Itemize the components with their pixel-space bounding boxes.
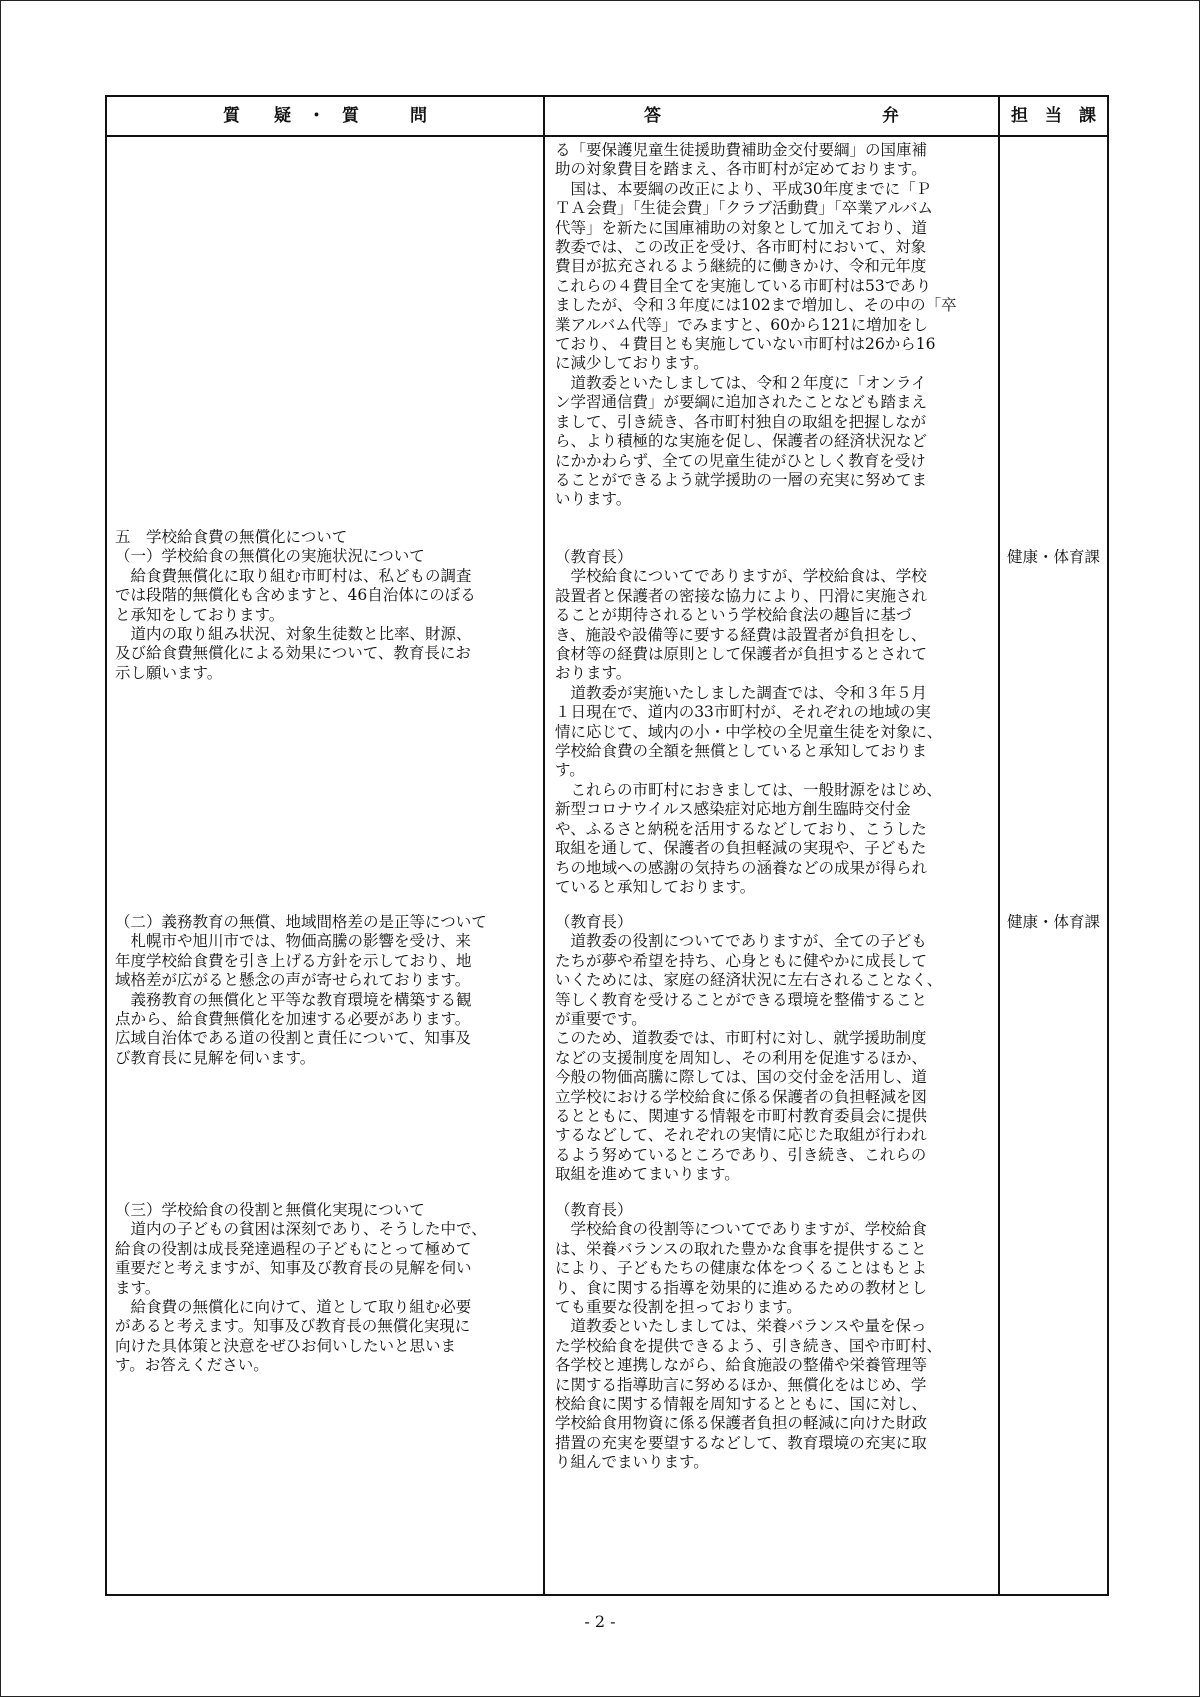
header-answer: 答 弁 [644,106,899,126]
department-row-3: 健康・体育課 [1007,913,1101,931]
question-row-3: （二）義務教育の無償、地域間格差の是正等について 札幌市や旭川市では、物価高騰の影響を受け、来 年度学校給食費を引き上げる方針を示しており、地 域格差が広がると懸念の声が寄せられております。 義務教育の無償化と平等な教育環境を構築する観 点から、給食費無償化を加速する必要があります。 広域自治体である道の役割と責任について、知事及 び教育長に見解を伺います。 [115,913,487,1067]
header-department: 担 当 課 [1011,106,1096,126]
answer-row-3: （教育長） 道教委の役割についてでありますが、全ての子ども たちが夢や希望を持ち、心身ともに健やかに成長して いくためには、家庭の経済状況に左右されることなく、 等しく教育を受けることができる環境を整備すること が重要です。 このため、道教委では、市町村に対し、就学援助制度 などの支援制度を周知し、その利用を促進するほか、 今般の物価高騰に際しては、国の交付金を活用し、道 立学校における学校給食に係る保護者の負担軽減を図 るとともに、関連する情報を市町村教育委員会に提供 するなどして、それぞれの実情に応じた取組が行われ るよう努めているところであり、引き続き、これらの 取組を進めてまいります。 [555,913,943,1184]
qa-table [105,95,1109,1596]
header-divider [107,135,1107,137]
question-row-2: 五 学校給食費の無償化について （一）学校給食の無償化の実施状況について 給食費無償化に取り組む市町村は、私どもの調査 では段階的無償化も含めますと、46自治体にのぼる と承知をしております。 道内の取り組み状況、対象生徒数と比率、財源、 及び給食費無償化による効果について、教育長にお 示し願います。 [115,528,476,682]
answer-row-1: る「要保護児童生徒援助費補助金交付要綱」の国庫補 助の対象費目を踏まえ、各市町村が定めております。 国は、本要綱の改正により、平成30年度までに「Ｐ ＴＡ会費」「生徒会費」「クラブ活動費」「卒業アルバム 代等」を新たに国庫補助の対象として加えており、道 教委では、この改正を受け、各市町村において、対象 費目が拡充されるよう継続的に働きかけ、令和元年度 これらの４費目全てを実施している市町村は53であり ましたが、令和３年度には102まで増加し、その中の「卒 業アルバム代等」でみますと、60から121に増加をし ており、４費目とも実施していない市町村は26から16 に減少しております。 道教委といたしましては、令和２年度に「オンライ ン学習通信費」が要綱に追加されたことなども踏まえ まして、引き続き、各市町村独自の取組を把握しなが ら、より積極的な実施を促し、保護者の経済状況など にかかわらず、全ての児童生徒がひとしく教育を受け ることができるよう就学援助の一層の充実に努めてま いります。 [555,141,957,509]
page-number: - 2 - [584,1612,616,1631]
question-row-4: （三）学校給食の役割と無償化実現について 道内の子どもの貧困は深刻であり、そうした中で、 給食の役割は成長発達過程の子どもにとって極めて 重要だと考えますが、知事及び教育長の見解を伺い ます。 給食費の無償化に向けて、道として取り組む必要 があると考えます。知事及び教育長の無償化実現に 向けた具体策と決意をぜひお伺いしたいと思いま す。お答えください。 [115,1201,487,1375]
column-divider-question-answer [543,97,545,1594]
department-row-2: 健康・体育課 [1007,548,1101,566]
header-question: 質 疑 ・ 質 問 [223,106,427,126]
answer-row-2: （教育長） 学校給食についてでありますが、学校給食は、学校 設置者と保護者の密接な協力により、円滑に実施され ることが期待されるという学校給食法の趣旨に基づ き、施設や設備等に要する経費は設置者が負担をし、 食材等の経費は原則として保護者が負担するとされて おります。 道教委が実施いたしました調査では、令和３年５月 １日現在で、道内の33市町村が、それぞれの地域の実 情に応じて、域内の小・中学校の全児童生徒を対象に、 学校給食費の全額を無償としていると承知しておりま す。 これらの市町村におきましては、一般財源をはじめ、 新型コロナウイルス感染症対応地方創生臨時交付金 や、ふるさと納税を活用するなどしており、こうした 取組を通して、保護者の負担軽減の実現や、子どもた ちの地域への感謝の気持ちの涵養などの成果が得られ ていると承知しております。 [555,548,943,896]
answer-row-4: （教育長） 学校給食の役割等についてでありますが、学校給食 は、栄養バランスの取れた豊かな食事を提供すること により、子どもたちの健康な体をつくることはもとよ り、食に関する指導を効果的に進めるための教材とし ても重要な役割を担っております。 道教委といたしましては、栄養バランスや量を保っ た学校給食を提供できるよう、引き続き、国や市町村、 各学校と連携しながら、給食施設の整備や栄養管理等 に関する指導助言に努めるほか、無償化をはじめ、学 校給食に関する情報を周知するとともに、国に対し、 学校給食用物資に係る保護者負担の軽減に向けた財政 措置の充実を要望するなどして、教育環境の充実に取 り組んでまいります。 [555,1201,942,1472]
column-divider-answer-dept [998,97,1000,1594]
